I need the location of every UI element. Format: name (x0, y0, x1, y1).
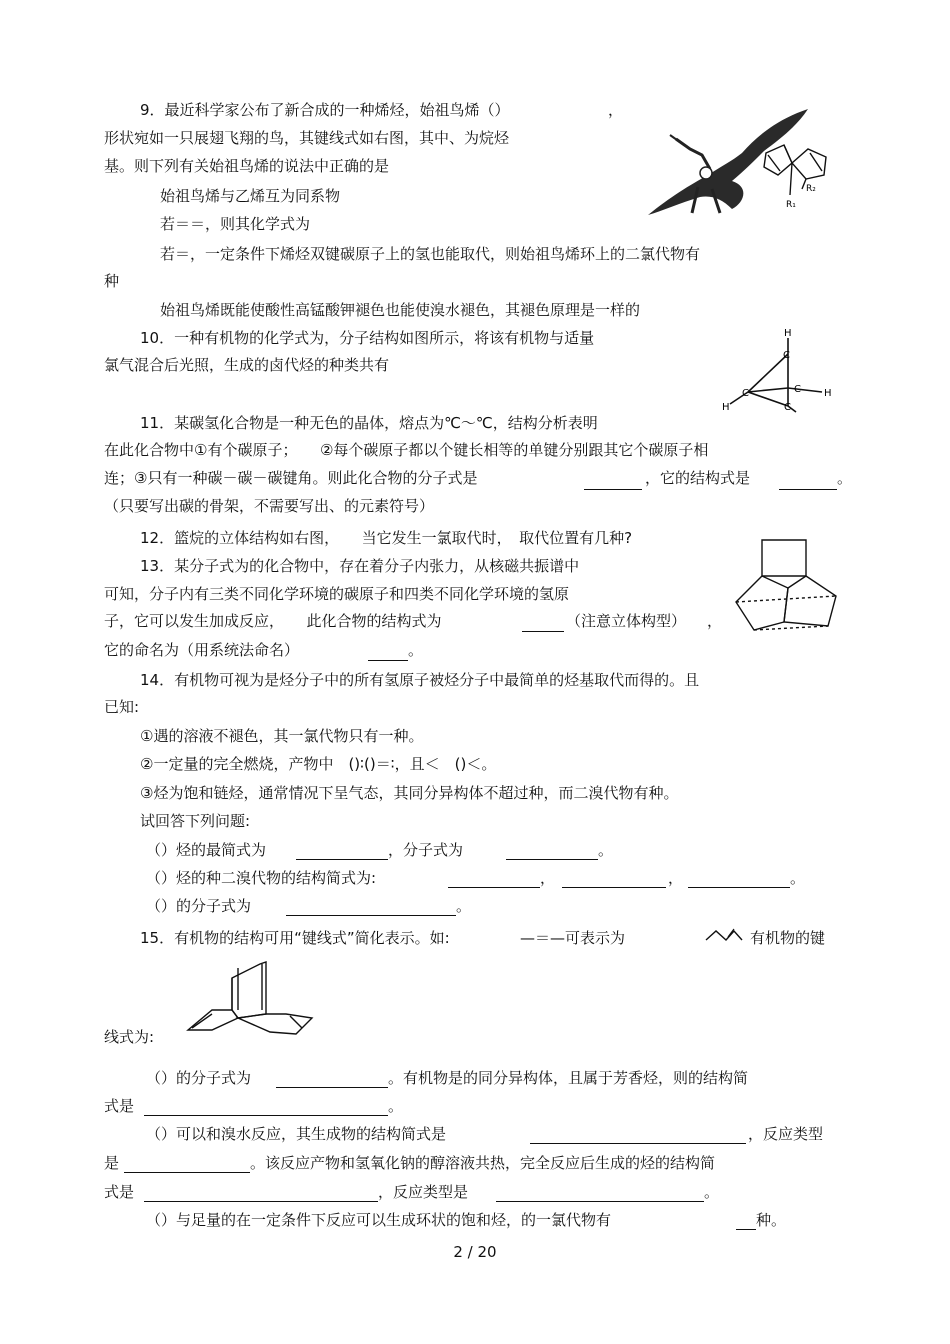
q11-line-3: 连；③只有一种碳－碳－碳键角。则此化合物的分子式是 (104, 469, 478, 487)
h-atom-top: H (784, 328, 792, 339)
q14-dibromo-blank-2[interactable] (562, 887, 666, 888)
c-atom-bottom: C (784, 402, 791, 413)
q15-sub-2: （）可以和溴水反应，其生成物的结构简式是 (146, 1125, 447, 1143)
h-atom-left: H (722, 402, 730, 413)
q14-line-1: 14．有机物可视为是烃分子中的所有氢原子被烃分子中最简单的烃基取代而得的。且 (140, 671, 700, 689)
q11-answer-blank-2[interactable] (779, 489, 837, 490)
q14-sub-1c: 。 (598, 841, 614, 859)
q14-sub-3: （）的分子式为 (146, 897, 252, 915)
q14-molecular-blank[interactable] (506, 859, 598, 860)
q15-sub-3: （）与足量的在一定条件下反应可以生成环状的饱和烃，的一氯代物有 (146, 1211, 612, 1229)
q15-formula-blank[interactable] (276, 1087, 388, 1088)
q13-line-3c: ， (707, 612, 723, 630)
q9-line-1: 9．最近科学家公布了新合成的一种烯烃，始祖鸟烯（） (140, 101, 510, 119)
q15-reaction-type-blank-2[interactable] (496, 1201, 704, 1202)
q15-sub-2-line3b: ，反应类型是 (378, 1183, 469, 1201)
q14-dibromo-blank-3[interactable] (688, 887, 790, 888)
q13-line-4b: 。 (408, 641, 424, 659)
q14-sub-2b: ， (540, 869, 556, 887)
q14-sub-2: （）烃的种二溴代物的结构简式为: (146, 869, 377, 887)
q9-option-4: 始祖鸟烯既能使酸性高锰酸钾褪色也能使溴水褪色，其褪色原理是一样的 (160, 301, 641, 319)
q12-line: 12．篮烷的立体结构如右图， 当它发生一氯取代时， 取代位置有几种? (140, 529, 633, 547)
q14-empirical-blank[interactable] (296, 859, 388, 860)
q14-condition-3: ③烃为饱和链烃，通常情况下呈气态，其同分异构体不超过种，而二溴代物有种。 (140, 784, 679, 802)
q15-sub-2-line3c: 。 (704, 1183, 720, 1201)
q14-sub-2c: ， (668, 869, 684, 887)
q13-line-2: 可知，分子内有三类不同化学环境的碳原子和四类不同化学环境的氢原 (104, 585, 570, 603)
q15-line-1: 15．有机物的结构可用“键线式”简化表示。如: (140, 929, 450, 947)
page-number: 2 / 20 (453, 1243, 497, 1261)
q14-sub-3b: 。 (456, 897, 472, 915)
q11-line-2: 在此化合物中①有个碳原子； ②每个碳原子都以个键长相等的单键分别跟其它个碳原子相 (104, 441, 709, 459)
q9-option-3: 若＝，一定条件下烯烃双键碳原子上的氢也能取代，则始祖鸟烯环上的二氯代物有 (160, 245, 701, 263)
q11-line-4: （只要写出碳的骨架，不需要写出、的元素符号） (104, 497, 435, 515)
q15-hydrocarbon-blank[interactable] (144, 1201, 378, 1202)
r2-label: R₂ (806, 184, 816, 194)
c-atom-top: C (783, 350, 790, 361)
q9-line-3: 基。则下列有关始祖鸟烯的说法中正确的是 (104, 157, 390, 175)
q13-line-3: 子，它可以发生加成反应， 此化合物的结构式为 (104, 612, 442, 630)
q10-line-2: 氯气混合后光照，生成的卤代烃的种类共有 (104, 356, 390, 374)
r1-label: R₁ (786, 200, 796, 210)
q9-option-3-cont: 种 (104, 272, 120, 290)
q9-line-2: 形状宛如一只展翅飞翔的鸟，其键线式如右图，其中、为烷烃 (104, 129, 510, 147)
q14-formula-blank[interactable] (286, 915, 456, 916)
q15-sub-1-cont: 式是 (104, 1097, 135, 1115)
q15-line-1c: 有机物的键 (750, 929, 826, 947)
q9-comma: ， (608, 101, 624, 119)
c-atom-left: C (742, 388, 749, 399)
q14-prompt: 试回答下列问题: (140, 812, 251, 830)
q14-sub-1b: ，分子式为 (388, 841, 464, 859)
q15-reaction-type-blank-1[interactable] (124, 1172, 250, 1173)
q14-dibromo-blank-1[interactable] (448, 887, 540, 888)
q15-sub-2-cont: 是 (104, 1154, 120, 1172)
q15-sub-1: （）的分子式为 (146, 1069, 252, 1087)
q13-line-4: 它的命名为（用系统法命名） (104, 641, 300, 659)
q15-sub-2-line3: 式是 (104, 1183, 135, 1201)
basketane-figure (732, 536, 840, 636)
q14-condition-2: ②一定量的完全燃烧，产物中 ()∶()＝∶，且＜ ()＜。 (140, 755, 497, 773)
q15-sub-2-cont-b: 。该反应产物和氢氧化钠的醇溶液共热，完全反应后生成的烃的结构简 (250, 1154, 716, 1172)
q15-bromine-product-blank[interactable] (530, 1143, 746, 1144)
q14-condition-1: ①遇的溶液不褪色，其一氯代物只有一种。 (140, 727, 424, 745)
q10-molecule-figure (718, 330, 838, 420)
q14-sub-1: （）烃的最简式为 (146, 841, 267, 859)
q15-line-2: 线式为: (104, 1028, 155, 1046)
q14-line-2: 已知: (104, 698, 140, 716)
q14-sub-2d: 。 (790, 869, 806, 887)
q15-sub-2b: ，反应类型 (748, 1125, 824, 1143)
q11-answer-blank-1[interactable] (584, 489, 642, 490)
q15-sub-3b: 种。 (756, 1211, 787, 1229)
q15-sub-1b: 。有机物是的同分异构体，且属于芳香烃，则的结构简 (388, 1069, 749, 1087)
q13-line-3b: （注意立体构型） (566, 612, 687, 630)
q11-line-1: 11．某碳氢化合物是一种无色的晶体，熔点为℃～℃，结构分析表明 (140, 414, 598, 432)
q15-count-blank[interactable] (736, 1229, 756, 1230)
q11-line-3c: 。 (837, 469, 853, 487)
q11-line-3b: ，它的结构式是 (645, 469, 751, 487)
q9-option-1: 始祖鸟烯与乙烯互为同系物 (160, 187, 341, 205)
q13-structure-blank[interactable] (522, 631, 564, 632)
q13-line-1: 13．某分子式为的化合物中，存在着分子内张力，从核磁共振谱中 (140, 557, 580, 575)
archaeopteryx-bird-figure (640, 105, 850, 225)
q15-sub-1-end: 。 (388, 1097, 404, 1115)
q15-line-1b: —＝—可表示为 (520, 929, 626, 947)
q15-aromatic-blank[interactable] (144, 1115, 388, 1116)
q15-bicyclic-figure (178, 958, 318, 1038)
c-atom-right: C (794, 384, 801, 395)
q9-option-2: 若＝＝，则其化学式为 (160, 215, 311, 233)
zigzag-skeletal-icon (704, 928, 744, 942)
q13-name-blank[interactable] (368, 660, 408, 661)
q10-line-1: 10．一种有机物的化学式为，分子结构如图所示，将该有机物与适量 (140, 329, 595, 347)
h-atom-right: H (824, 388, 832, 399)
